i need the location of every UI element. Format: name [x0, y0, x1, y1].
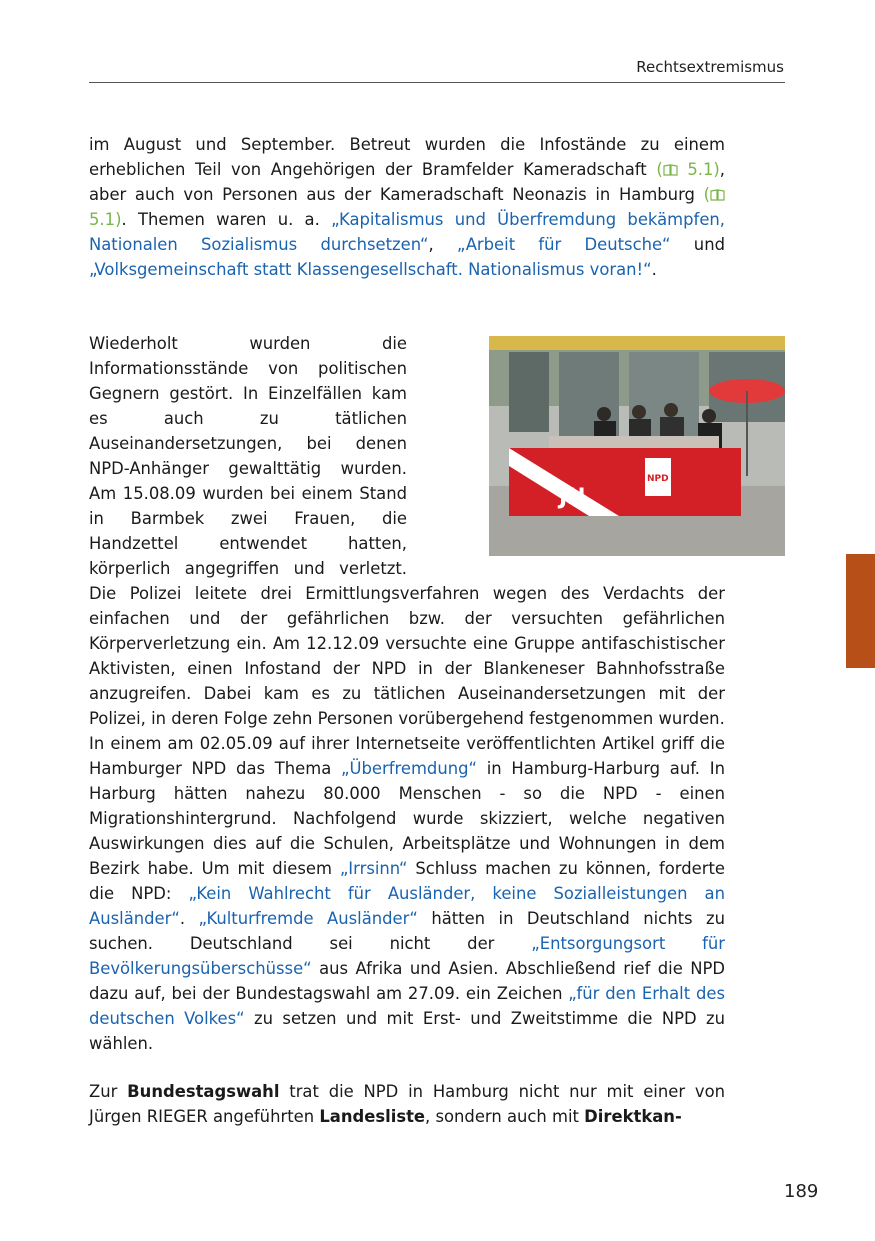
text-span: Wiederholt wurden die Informationsstände von politischen Gegnern gestört. In Einzelfällen kam es auch zu tätlichen Auseinandersetzungen, bei denen NPD-Anhänger gewalttätig wurden. Am 15.08.09 wurden bei einem Stand in Barmbek zwei Frauen, die Handzettel entwendet hatten, körperlich angegriffen und verletzt. Die Polizei leitete drei Ermittlungsverfahren wegen des Verdachts der einfachen und der gefährlichen bzw. der versuchten gefährlichen Körperverletzung ein. Am 12.12.09 versuchte eine Gruppe antifaschistischer Aktivisten, einen Infostand der NPD in der Blankeneser Bahnhofsstraße anzugreifen. Dabei kam es zu tätlichen Auseinandersetzungen mit der Polizei, in deren Folge zehn Personen vorübergehend festgenommen wurden. — [89, 334, 725, 728]
cross-reference-link[interactable]: ( 5.1) — [89, 185, 725, 229]
bold-term: Landesliste — [319, 1107, 426, 1126]
cross-reference-link[interactable]: ( 5.1) — [656, 160, 720, 179]
text-span: hätten in Deutschland nichts zu suchen. Deutschland sei nicht der — [89, 909, 725, 953]
quote: „Kein Wahlrecht für Ausländer, keine Sozialleistungen an Ausländer“ — [89, 884, 725, 928]
quote: „Kapitalismus und Überfremdung bekämpfen, Nationalen Sozialismus durchsetzen“ — [89, 210, 725, 254]
infostand-photo — [489, 336, 785, 556]
text-span: . — [651, 260, 657, 279]
book-icon — [710, 189, 725, 201]
quote: „Kulturfremde Ausländer“ — [198, 909, 418, 928]
text-span: , — [428, 235, 457, 254]
book-icon — [663, 164, 678, 176]
text-span: , aber auch von Personen aus der Kameradschaft Neonazis in Hamburg — [89, 160, 726, 204]
banner-jn: JN — [559, 485, 586, 510]
bold-term: Bundestagswahl — [127, 1082, 280, 1101]
text-span: im August und September. Betreut wurden die Infostände zu einem erheblichen Teil von Angehörigen der Bramfelder Kameradschaft — [89, 135, 725, 179]
text-span: und — [670, 235, 725, 254]
text-span: Schluss machen zu können, forderte die NPD: — [89, 859, 725, 903]
text-span: Zur — [89, 1082, 128, 1101]
text-span: in Hamburg-Harburg auf. In Harburg hätten nahezu 80.000 Menschen - so die NPD - einen Migrationshintergrund. Nachfolgend wurde skizziert, welche negativen Auswirkungen dies auf die Schulen, Arbeitsplätze und Wohnungen in dem Bezirk habe. Um mit diesem — [89, 759, 725, 878]
paragraph-4 — [89, 1079, 725, 1129]
text-span: aus Afrika und Asien. Abschließend rief die NPD dazu auf, bei der Bundestagswahl am 27.09. ein Zeichen — [89, 959, 725, 1003]
text-span: , sondern auch mit — [425, 1107, 585, 1126]
quote: „für den Erhalt des deutschen Volkes“ — [89, 984, 725, 1028]
quote: „Arbeit für Deutsche“ — [456, 235, 671, 254]
bold-term: Direktkan- — [584, 1107, 682, 1126]
paragraph-1 — [89, 132, 725, 282]
quote: „Volksgemeinschaft statt Klassengesellschaft. Nationalismus voran!“ — [89, 260, 652, 279]
chapter-tab-marker — [846, 554, 875, 668]
text-span: . — [179, 909, 199, 928]
text-span: . Themen waren u. a. — [121, 210, 332, 229]
banner-npd: NPD — [647, 474, 669, 484]
text-span: zu setzen und mit Erst- und Zweitstimme die NPD zu wählen. — [89, 1009, 725, 1053]
quote: „Irrsinn“ — [339, 859, 408, 878]
page-number: 189 — [784, 1181, 819, 1202]
text-span: In einem am 02.05.09 auf ihrer Internetseite veröffentlichten Artikel griff die Hamburger NPD das Thema — [89, 734, 725, 778]
quote: „Überfremdung“ — [341, 759, 477, 778]
header-divider — [89, 82, 785, 83]
running-header: Rechtsextremismus — [636, 58, 784, 76]
text-span: trat die NPD in Hamburg nicht nur mit einer von Jürgen RIEGER angeführten — [89, 1082, 725, 1126]
quote: „Entsorgungsort für Bevölkerungsüberschüsse“ — [89, 934, 725, 978]
paragraph-3 — [89, 731, 725, 1056]
